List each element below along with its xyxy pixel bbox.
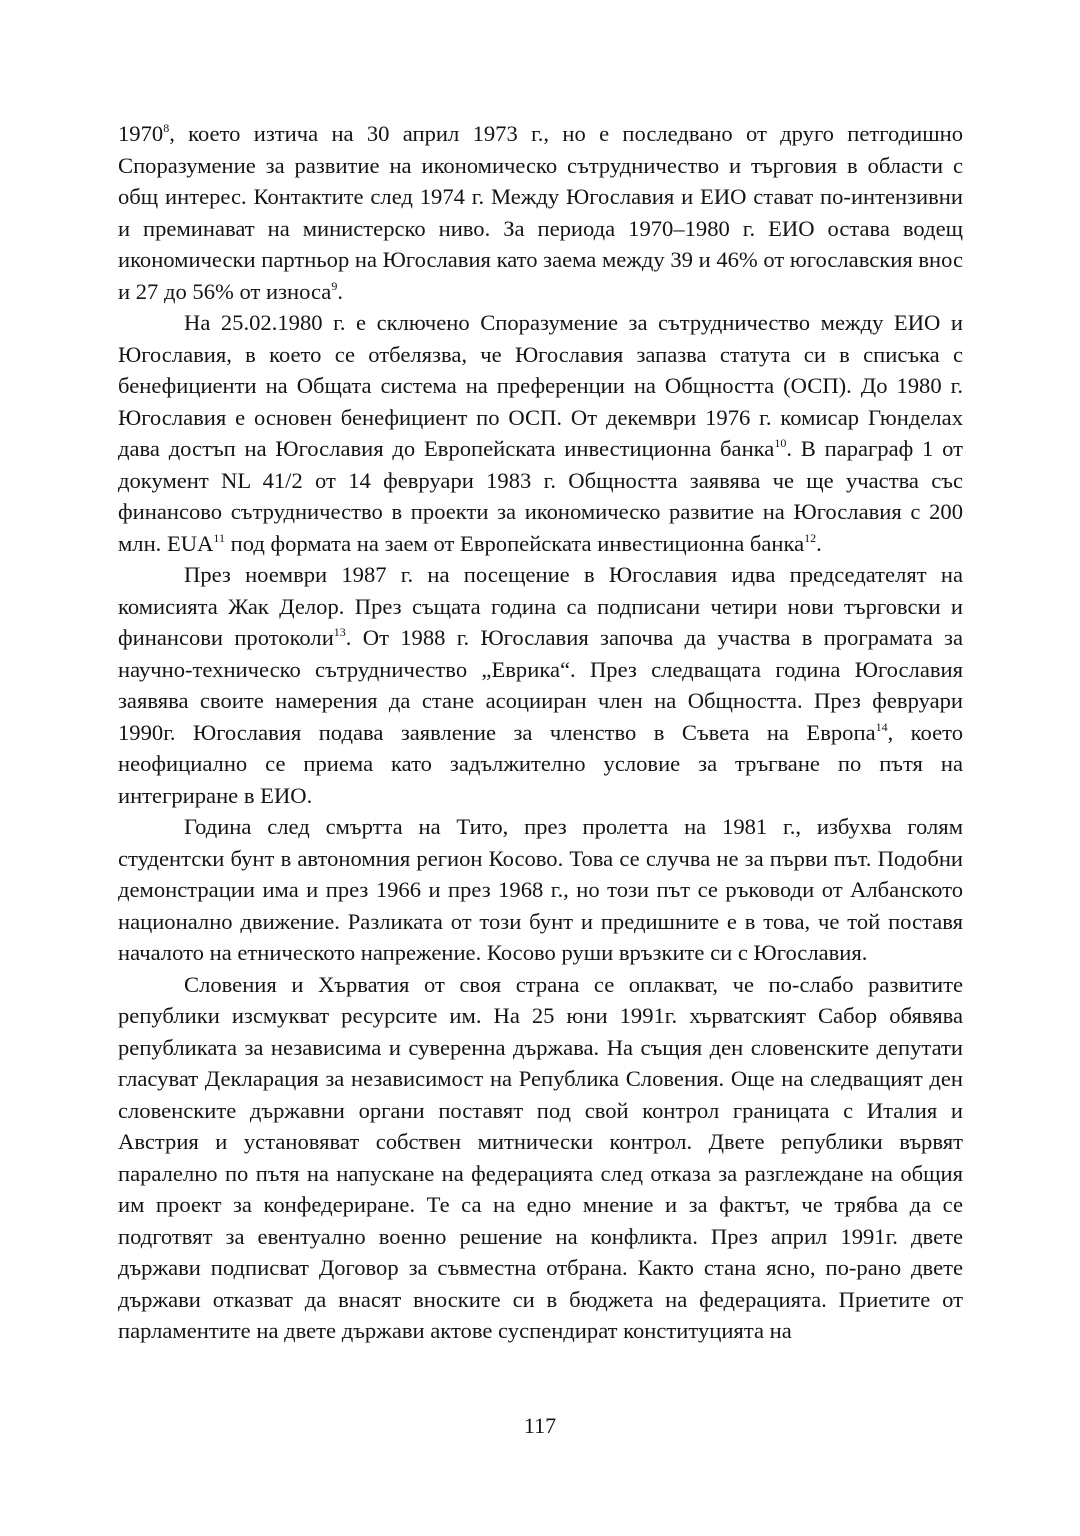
text-run: под формата на заем от Европейската инвестиционна банка [224,530,805,556]
paragraph-2 [118,307,963,559]
text-run: . [816,530,822,556]
paragraph-1 [118,118,963,307]
text-run: , което неофициално се приема като задължително условие за тръгване по пътя на интегриране в ЕИО. [118,719,963,808]
document-body [118,118,963,1347]
text-run: 1970 [118,121,164,146]
footnote-ref[interactable]: 8 [163,121,170,135]
text-run: . [337,278,343,304]
text-run: Словения и Хърватия от своя страна се оплакват, че по-слабо развитите републики изсмукват ресурсите им. На 25 юни 1991г. хърватският Сабор обявява републиката за независима и суверенна държава. На същия ден словенските депутати гласуват Декларация за независимост на Република Словения. Още на следващият ден словенските държавни органи поставят под свой контрол границата с Италия и Австрия и установяват собствен митнически контрол. Двете републики вървят паралелно по пътя на напускане на федерацията след отказа за разглеждане на общия им проект за конфедериране. Те са на едно мнение и за фактът, че трябва да се подготвят за евентуално военно решение на конфликта. През април 1991г. двете държави подписват Договор за съвместна отбрана. Както стана ясно, по-рано двете държави отказват да внасят вноските си в бюджета на федерацията. Приетите от парламентите на двете държави актове суспендират конституцията на [118,971,963,1343]
footnote-ref[interactable]: 13 [333,625,346,639]
footnote-ref[interactable]: 9 [331,278,338,293]
text-run: , което изтича на 30 април 1973 г., но е последвано от друго петгодишно Споразумение за развитие на икономическо сътрудничество и търговия в области с общ интерес. Контактите след 1974 г. Между Югославия и ЕИО стават по-интензивни и преминават на министерско ниво. За периода 1970–1980 г. ЕИО остава водещ икономически партньор на Югославия като заема между 39 и 46% от югославския внос и 27 до 56% от износа [118,121,964,304]
paragraph-5 [118,969,963,1347]
footnote-ref[interactable]: 11 [213,530,225,545]
footnote-ref[interactable]: 12 [804,530,817,545]
text-run: . В параграф 1 от документ NL 41/2 от 14 февруари 1983 г. Общността заявява че ще участва със финансово сътрудничество в проекти за икономическо развитие на Югославия с 200 млн. EUA [118,436,963,556]
paragraph-4 [118,811,963,969]
text-run: . От 1988 г. Югославия започва да участва в програмата за научно-техническо сътрудничество „Еврика“. През следващата година Югославия заявява своите намерения да стане асоцииран член на Общността. През февруари 1990г. Югославия подава заявление за членство в Съвета на Европа [118,625,963,745]
text-run: През ноември 1987 г. на посещение в Югославия идва председателят на комисията Жак Делор. През същата година са подписани четири нови търговски и финансови протоколи [118,562,963,650]
footnote-ref[interactable]: 14 [875,719,888,734]
paragraph-3 [118,559,963,811]
text-run: Година след смъртта на Тито, през пролетта на 1981 г., избухва голям студентски бунт в автономния регион Косово. Това се случва не за първи път. Подобни демонстрации има и през 1966 и през 1968 г., но този път се ръководи от Албанското национално движение. Разликата от този бунт и предишните е в това, че той поставя началото на етническото напрежение. Косово руши връзките си с Югославия. [118,814,963,965]
footnote-ref[interactable]: 10 [774,436,787,450]
text-run: На 25.02.1980 г. е сключено Споразумение за сътрудничество между ЕИО и Югославия, в което се отбелязва, че Югославия запазва статута си в списъка с бенефициенти на Общата система на преференции на Общността (ОСП). До 1980 г. Югославия е основен бенефициент по ОСП. От декември 1976 г. комисар Гюнделах дава достъп на Югославия до Европейската инвестиционна банка [118,310,963,461]
page-number: 117 [523,1413,557,1438]
